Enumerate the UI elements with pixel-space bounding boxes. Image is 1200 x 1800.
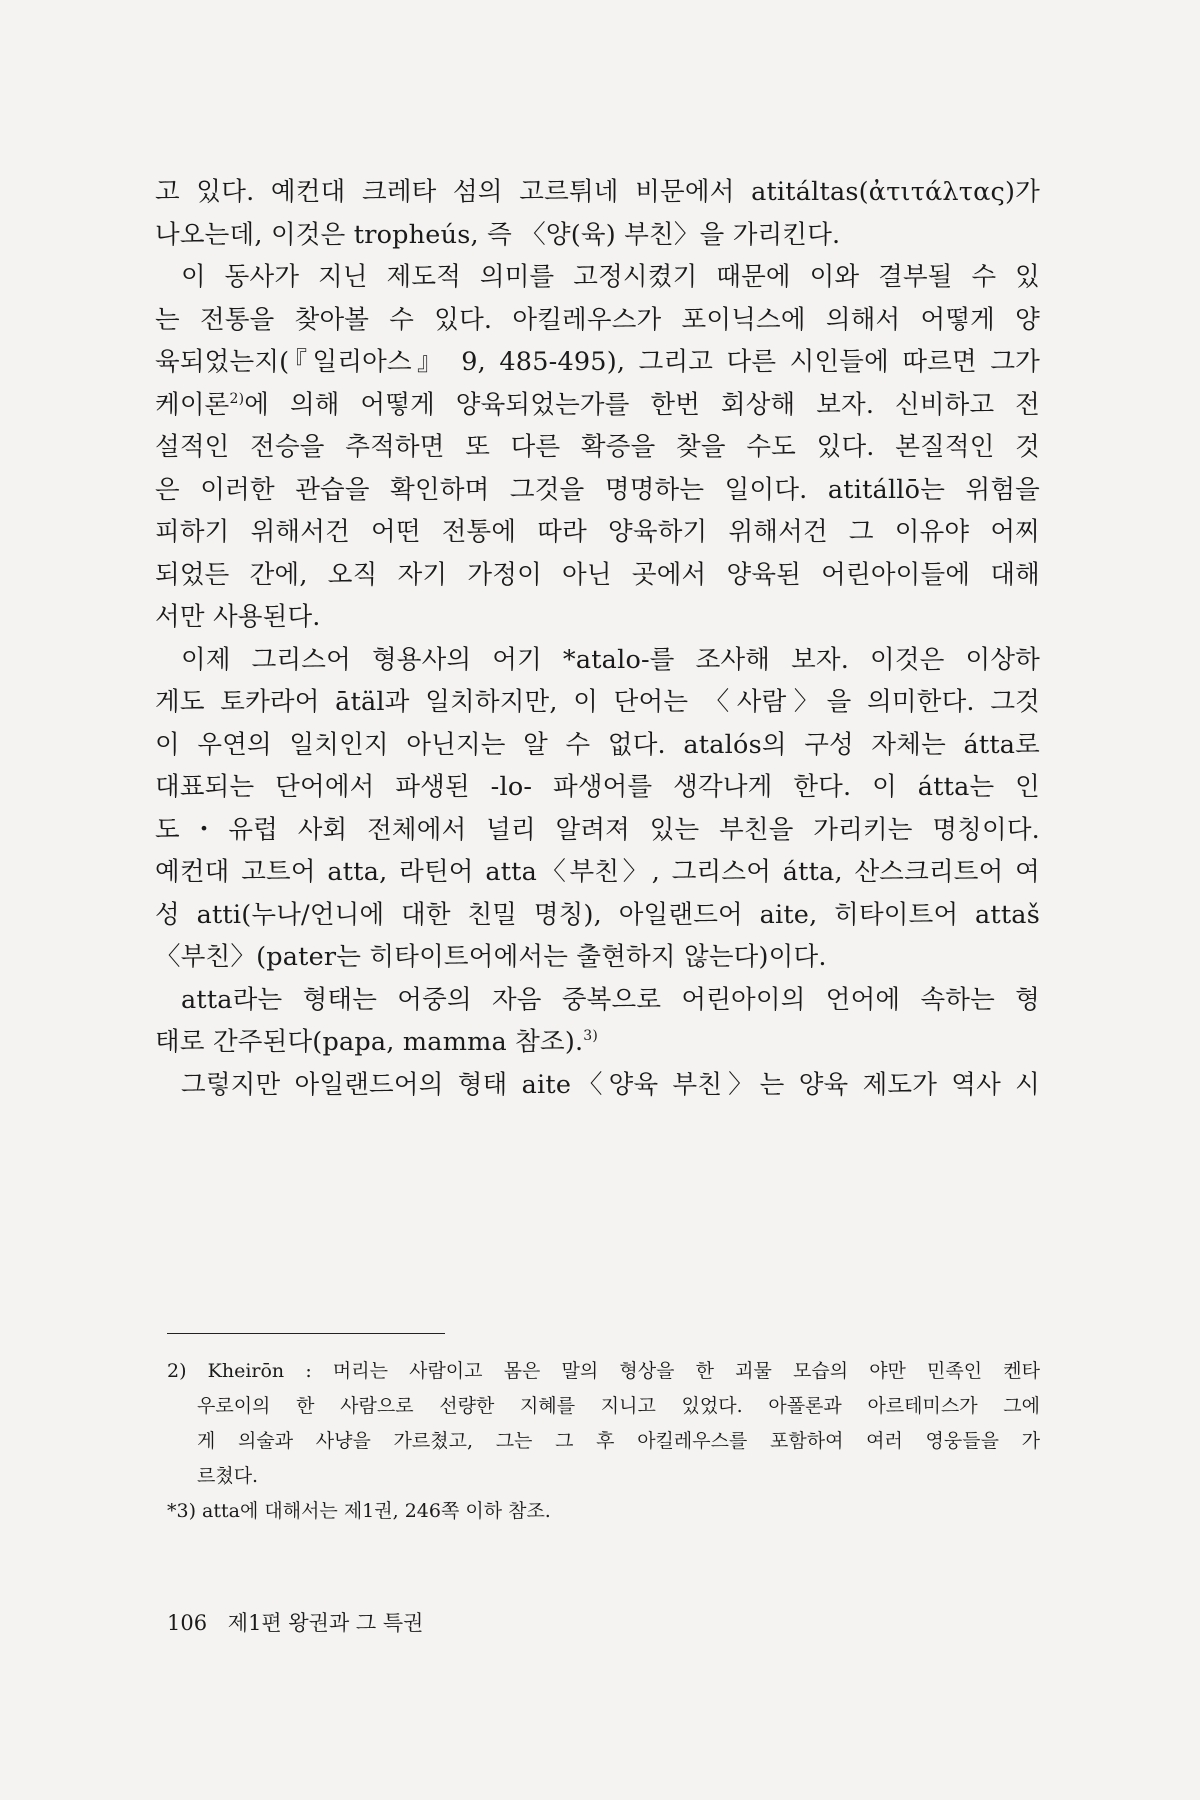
body-line: 이제 그리스어 형용사의 어기 *atalo-를 조사해 보자. 이것은 이상하 [181,644,1040,675]
body-line: 〈부친〉(pater는 히타이트어에서는 출현하지 않는다)이다. [155,942,827,972]
body-line: 피하기 위해서건 어떤 전통에 따라 양육하기 위해서건 그 이유야 어찌 [155,517,1040,547]
body-line: 그렇지만 아일랜드어의 형태 aite〈양육 부친〉는 양육 제도가 역사 시 [181,1069,1040,1100]
body-line: 성 atti(누나/언니에 대한 친밀 명칭), 아일랜드어 aite, 히타이트어 attaš [155,899,1040,930]
body-line: 케이론$^{2)}$에 의해 어떻게 양육되었는가를 한번 회상해 보자. 신비하고 전 [155,389,1040,420]
body-line: 게도 토카라어 ātäl과 일치하지만, 이 단어는 〈사람〉을 의미한다. 그것 [155,687,1040,717]
body-line: 는 전통을 찾아볼 수 있다. 아킬레우스가 포이닉스에 의해서 어떻게 양 [155,304,1040,335]
body-line: 되었든 간에, 오직 자기 가정이 아닌 곳에서 양육된 어린아이들에 대해 [155,559,1040,590]
running-title: 제1편 왕권과 그 특권 [227,1611,424,1635]
footnote-ref-3: 3) [583,1028,599,1044]
body-line: 육되었는지(『일리아스』 9, 485-495), 그리고 다른 시인들에 따르면 그가 [155,347,1040,377]
body-line: atta라는 형태는 어중의 자음 중복으로 어린아이의 언어에 속하는 형 [181,984,1040,1015]
body-line: 이 동사가 지닌 제도적 의미를 고정시켰기 때문에 이와 결부될 수 있 [181,262,1040,292]
footnote-divider [167,1333,445,1334]
body-text [155,171,1040,1106]
body-line: 대표되는 단어에서 파생된 -lo- 파생어를 생각나게 한다. 이 átta는 인 [155,772,1040,802]
running-footer [167,1608,423,1638]
body-line: 고 있다. 예컨대 크레타 섬의 고르튀네 비문에서 atitáltas(ἀτιτάλτας)가 [155,177,1040,207]
footnote-line: 우로이의 한 사람으로 선량한 지혜를 지니고 있었다. 아폴론과 아르테미스가 그에 [197,1395,1040,1417]
body-line: 나오는데, 이것은 tropheús, 즉 〈양(육) 부친〉을 가리킨다. [155,219,841,250]
body-line: 설적인 전승을 추적하면 또 다른 확증을 찾을 수도 있다. 본질적인 것 [155,432,1040,462]
footnote-line: 2) Kheirōn : 머리는 사람이고 몸은 말의 형상을 한 괴물 모습의 야만 민족인 켄타 [167,1360,1040,1382]
footnote-line: 르쳤다. [197,1465,259,1487]
body-line: 도・유럽 사회 전체에서 널리 알려져 있는 부친을 가리키는 명칭이다. [155,814,1040,845]
body-line: 은 이러한 관습을 확인하며 그것을 명명하는 일이다. atitállō는 위험을 [155,474,1040,505]
footnote-ref-2: 2) [229,390,245,407]
body-line: 서만 사용된다. [155,602,321,632]
page-number: 106 [167,1611,208,1635]
footnote-line: 게 의술과 사냥을 가르쳤고, 그는 그 후 아킬레우스를 포함하여 여러 영웅들을 가 [197,1430,1040,1452]
body-line: 예컨대 고트어 atta, 라틴어 atta〈부친〉, 그리스어 átta, 산스크리트어 여 [155,857,1040,887]
body-line: 이 우연의 일치인지 아닌지는 알 수 없다. atalós의 구성 자체는 átta로 [155,729,1040,760]
footnotes [167,1354,1040,1529]
footnote-line: *3) atta에 대해서는 제1권, 246쪽 이하 참조. [167,1500,551,1522]
body-line: 태로 간주된다(papa, mamma 참조).$^{3)}$ [155,1027,599,1057]
